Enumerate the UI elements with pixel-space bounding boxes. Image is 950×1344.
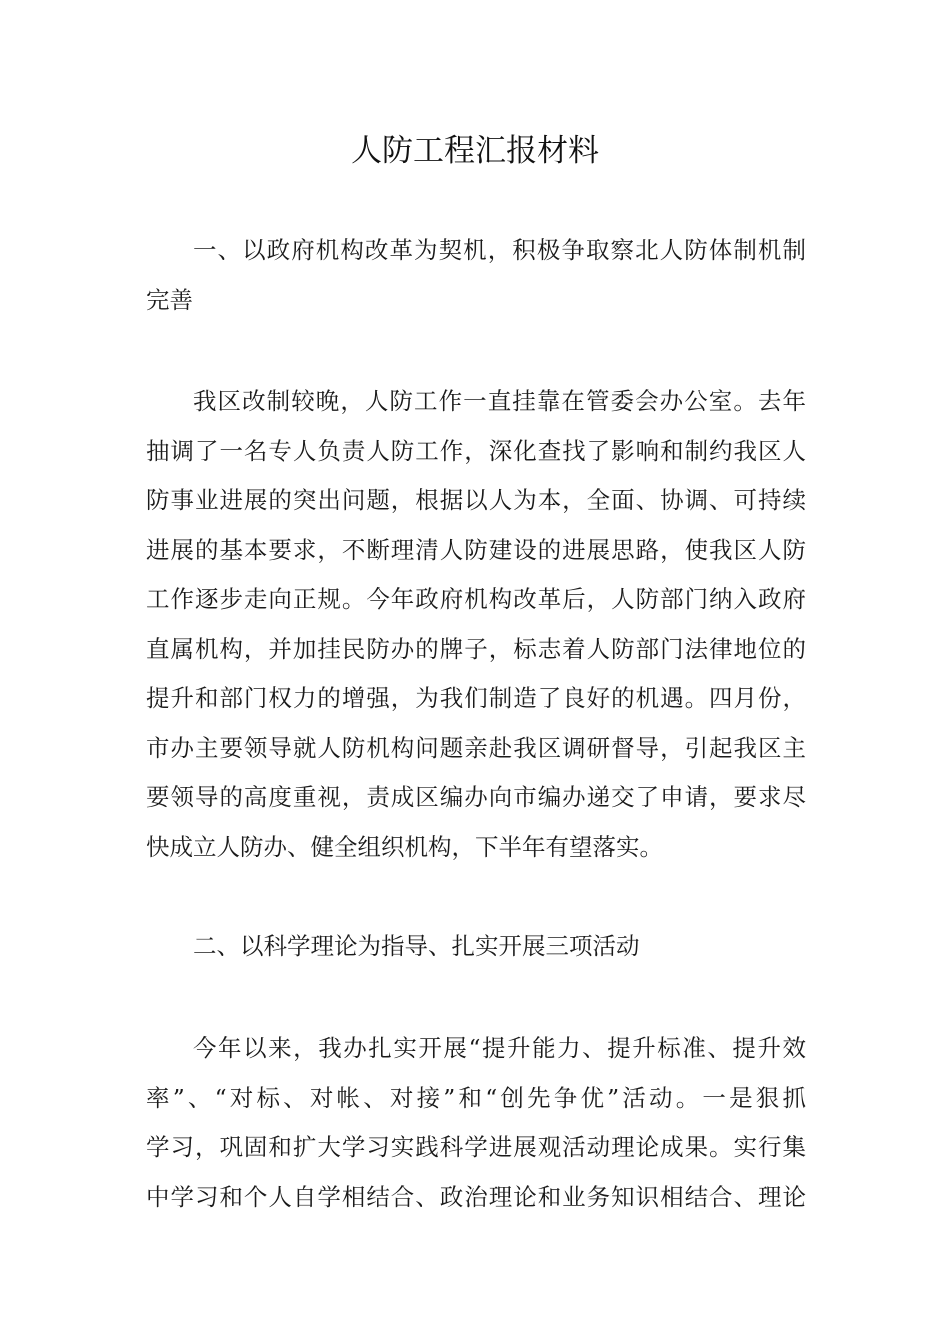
paragraph-1-line-3: 防事业进展的突出问题，根据以人为本，全面、协调、可持续 (146, 486, 806, 514)
paragraph-2-line-2: 率”、“对标、对帐、对接”和“创先争优”活动。一是狠抓 (146, 1083, 806, 1112)
paragraph-1-line-9: 要领导的高度重视，责成区编办向市编办递交了申请，要求尽 (146, 783, 806, 811)
section-2-heading-line-1: 二、以科学理论为指导、扎实开展三项活动 (193, 932, 640, 960)
paragraph-1-line-4: 进展的基本要求，不断理清人防建设的进展思路，使我区人防 (146, 535, 806, 564)
section-1-heading-line-2: 完善 (146, 285, 193, 314)
paragraph-2-line-3: 学习，巩固和扩大学习实践科学进展观活动理论成果。实行集 (146, 1133, 806, 1161)
paragraph-1-line-1: 我区改制较晚，人防工作一直挂靠在管委会办公室。去年 (193, 387, 806, 415)
paragraph-1-line-7: 提升和部门权力的增强，为我们制造了良好的机遇。四月份， (146, 684, 806, 712)
paragraph-1-line-2: 抽调了一名专人负责人防工作，深化查找了影响和制约我区人 (146, 436, 806, 465)
paragraph-1-line-6: 直属机构，并加挂民防办的牌子，标志着人防部门法律地位的 (146, 634, 806, 663)
paragraph-1-line-8: 市办主要领导就人防机构问题亲赴我区调研督导，引起我区主 (146, 733, 806, 762)
paragraph-1-line-5: 工作逐步走向正规。今年政府机构改革后，人防部门纳入政府 (146, 585, 806, 613)
paragraph-2-line-4: 中学习和个人自学相结合、政治理论和业务知识相结合、理论 (146, 1182, 806, 1211)
paragraph-1-line-10: 快成立人防办、健全组织机构，下半年有望落实。 (146, 832, 663, 861)
paragraph-1 (146, 377, 806, 872)
paragraph-2-line-1: 今年以来，我办扎实开展“提升能力、提升标准、提升效 (193, 1034, 806, 1062)
section-1-heading (146, 226, 806, 325)
section-2-heading (146, 922, 806, 972)
section-1-heading-line-1: 一、以政府机构改革为契机，积极争取察北人防体制机制 (193, 236, 806, 264)
paragraph-2 (146, 1024, 806, 1222)
document-title: 人防工程汇报材料 (351, 133, 599, 169)
